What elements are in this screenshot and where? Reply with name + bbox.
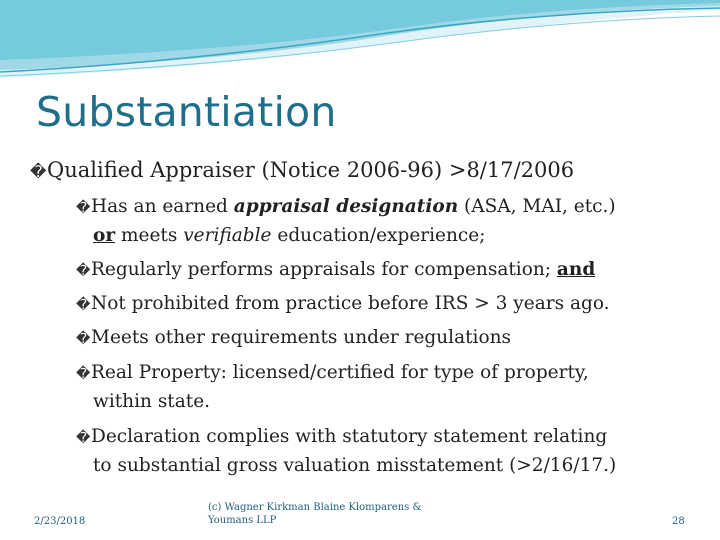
sub-bullet-3 [76, 293, 610, 314]
text-span: within state. [93, 391, 211, 412]
sub-bullet-1 [76, 196, 616, 217]
text-span: Has an earned [91, 196, 234, 217]
text-span: Regularly performs appraisals for compensation; [91, 259, 557, 280]
main-bullet-text: Qualified Appraiser (Notice 2006-96) >8/17/2006 [47, 158, 575, 182]
emphasis-text: verifiable [183, 225, 272, 246]
text-span: Not prohibited from practice before IRS > 3 years ago. [91, 293, 610, 314]
bullet-glyph: � [76, 430, 91, 446]
sub-bullet-6 [76, 426, 607, 447]
bullet-glyph: � [76, 331, 91, 347]
text-span: education/experience; [271, 225, 486, 246]
text-span: Real Property: licensed/certified for type of property, [91, 362, 589, 383]
sub-bullet-5 [76, 362, 589, 383]
bullet-glyph: � [76, 200, 91, 216]
bullet-glyph: � [76, 366, 91, 382]
text-span: (ASA, MAI, etc.) [458, 196, 616, 217]
footer-date: 2/23/2018 [34, 516, 86, 527]
text-span: to substantial gross valuation misstatement (>2/16/17.) [93, 455, 617, 476]
emphasis-text: and [556, 259, 596, 280]
copyright-line-1: (c) Wagner Kirkman Blaine Klomparens & [208, 502, 422, 513]
slide-title: Substantiation [36, 88, 337, 136]
bullet-glyph: � [76, 263, 91, 279]
page-number: 28 [672, 516, 685, 527]
bullet-glyph: � [30, 162, 47, 181]
copyright-line-2: Youmans LLP [208, 515, 277, 526]
bullet-glyph: � [76, 297, 91, 313]
text-span: Declaration complies with statutory statement relating [91, 426, 608, 447]
main-bullet [30, 158, 574, 182]
sub-bullet-6-cont [93, 455, 616, 476]
sub-bullet-2 [76, 259, 595, 280]
sub-bullet-1-cont [93, 225, 485, 246]
sub-bullet-4 [76, 327, 511, 348]
text-span: Meets other requirements under regulations [91, 327, 512, 348]
sub-bullet-5-cont [93, 391, 210, 412]
text-span: meets [115, 225, 184, 246]
footer-copyright [208, 501, 421, 527]
emphasis-text: appraisal designation [233, 196, 459, 217]
emphasis-text: or [93, 225, 116, 246]
